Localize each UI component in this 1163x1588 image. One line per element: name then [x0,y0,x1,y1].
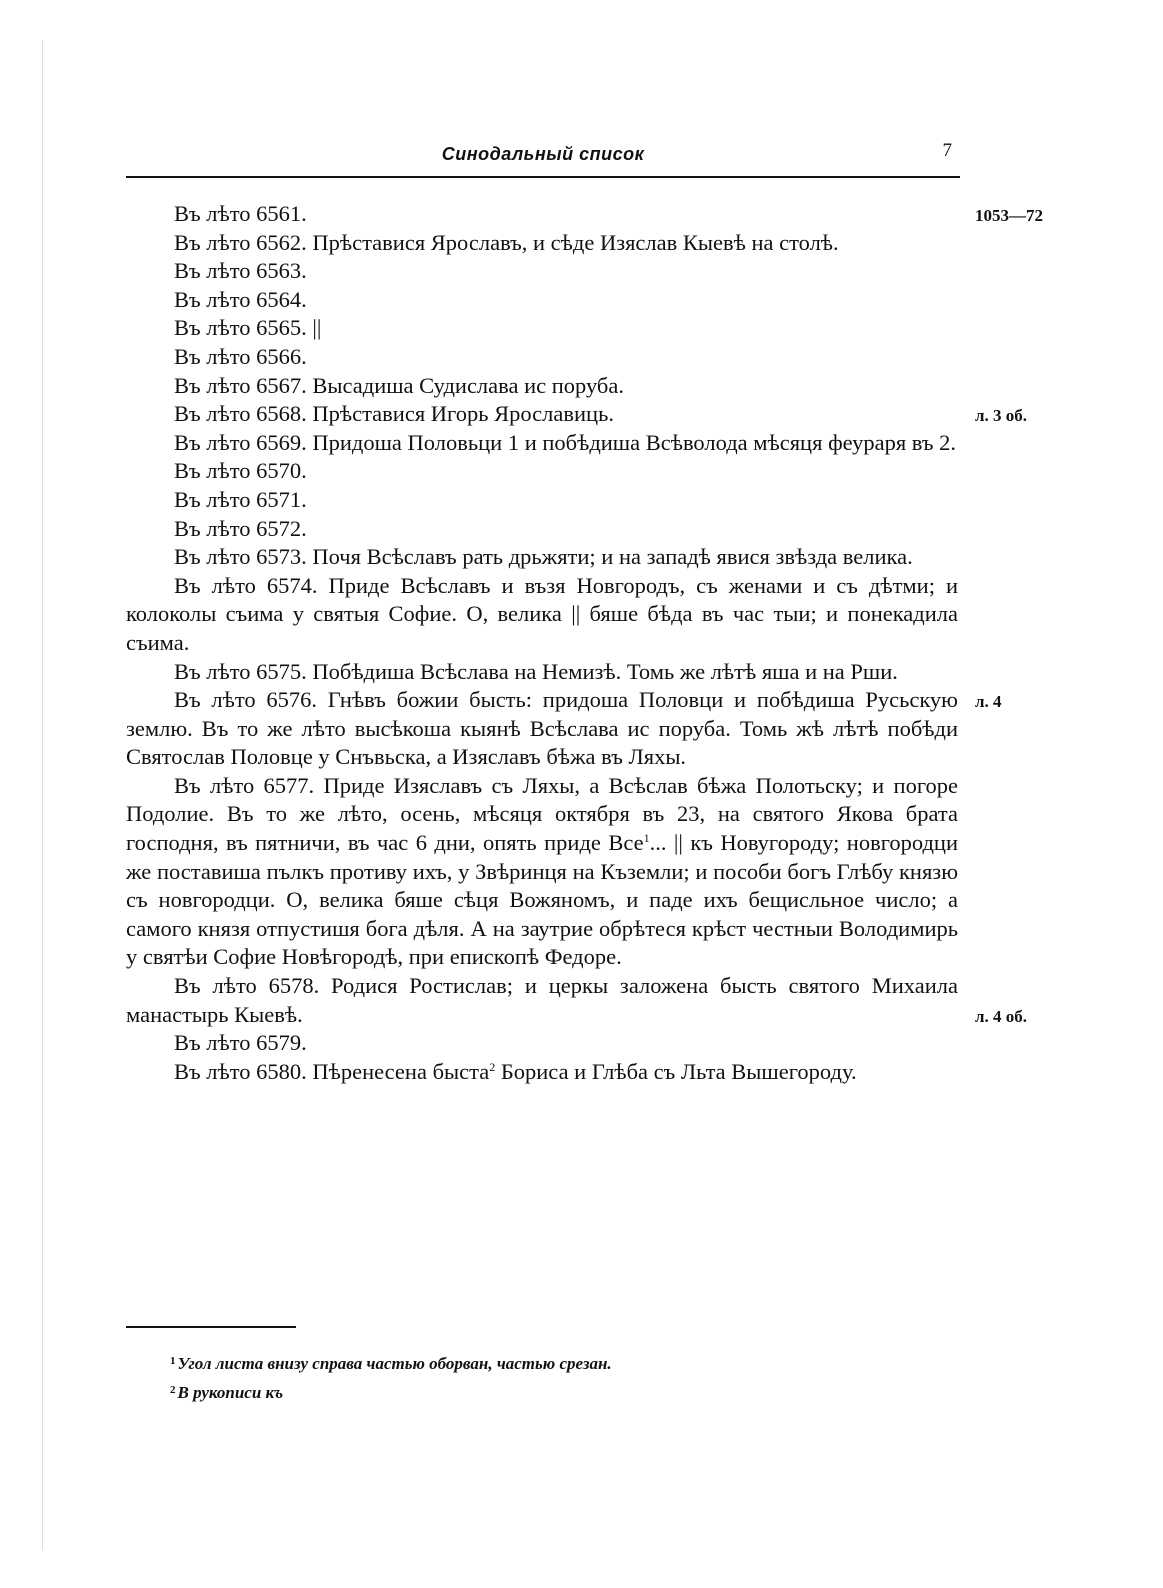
footnote-divider [126,1326,296,1328]
footnotes [170,1348,930,1406]
entry-6565: Въ лѣто 6565. || [174,315,322,341]
entry-6580-text-end: Бориса и Глѣба съ Льта Вышегороду. [495,1058,857,1084]
entry-6577 [126,772,958,972]
entry-6562: Въ лѣто 6562. Прѣставися Ярославъ, и сѣде Изяслав Кыевѣ на столѣ. [174,229,839,255]
entry-6571: Въ лѣто 6571. [174,486,307,512]
entry-6573: Въ лѣто 6573. Почя Всѣславъ рать дрьжяти; и на западѣ явися звѣзда велика. [174,544,913,570]
entry-6574: Въ лѣто 6574. Приде Всѣславъ и възя Новгородъ, съ женами и съ дѣтми; и колоколы съима у святыя Софие. О, велика || бяше бѣда въ час тыи; и понекадила съима. [126,572,958,655]
footnote-1-mark: 1 [170,1355,176,1367]
margin-note-folio-4-ob: л. 4 об. [975,1007,1028,1026]
entry-6580-text-start: Въ лѣто 6580. Пѣренесена быста [174,1058,490,1084]
footnote-1-text: Угол листа внизу справа частью оборван, частью срезан. [177,1354,612,1373]
footnote-1 [170,1348,930,1377]
entry-6567: Въ лѣто 6567. Высадиша Судислава ис поруба. [174,372,624,398]
chronicle-text [126,200,958,1086]
entry-6577-text-start: Въ лѣто 6577. Приде Изяславъ съ Ляхы, а Всѣслав бѣжа Полотьску; и погоре Подолие. Въ то же лѣто, осень, мѣсяця октября въ 23, на святого Якова брата господня, въ пятничи, въ час 6 дни, опять приде Все [126,772,958,856]
footnote-2-text: В рукописи къ [177,1383,284,1402]
entry-6578: Въ лѣто 6578. Родися Ростислав; и церкы заложена бысть святого Михаила манастырь Кыевѣ. [126,973,958,1027]
entry-6563: Въ лѣто 6563. [174,258,307,284]
footnote-ref-1: 1 [643,831,650,846]
footnote-2-mark: 2 [170,1384,176,1396]
page-edge-line [42,40,43,1550]
footnote-2 [170,1377,930,1406]
entry-6577-text-end: ... || къ Новугороду; новгородци же поставиша пълкъ противу ихъ, у Звѣринця на Къземли; и пособи богъ Глѣбу князю съ новгородци. О, велика бяше сѣця Вожяномъ, и паде ихъ бещисльное число; а самого князя отпустишя бога дѣля. А на заутрие обрѣтеся крѣст честныи Володимирь у святѣи Софие Новѣгородѣ, при епископѣ Федоре. [126,830,958,970]
page-number: 7 [942,140,952,161]
margin-note-folio-3-ob: л. 3 об. [975,406,1028,425]
entry-6566: Въ лѣто 6566. [174,343,307,369]
margin-note-years: 1053—72 [975,206,1043,225]
entry-6575: Въ лѣто 6575. Побѣдиша Всѣслава на Немизѣ. Томь же лѣтѣ яша и на Рши. [174,658,898,684]
entry-6568: Въ лѣто 6568. Прѣставися Игорь Ярославиць. [174,401,614,427]
entry-6570: Въ лѣто 6570. [174,458,307,484]
footnote-ref-2: 2 [489,1059,496,1074]
entry-6561: Въ лѣто 6561. [174,201,307,226]
running-header [126,140,960,178]
entry-6580 [126,1058,958,1087]
entry-6564: Въ лѣто 6564. [174,286,307,312]
entry-6572: Въ лѣто 6572. [174,515,307,541]
entry-6569: Въ лѣто 6569. Придоша Половьци 1 и побѣдиша Всѣволода мѣсяця феураря въ 2. [174,429,956,455]
margin-note-folio-4: л. 4 [975,692,1002,711]
entry-6579: Въ лѣто 6579. [174,1030,307,1056]
running-title: Синодальный список [441,144,645,164]
entry-6576: Въ лѣто 6576. Гнѣвъ божии бысть: придоша Половци и побѣдиша Русьскую землю. Въ то же лѣто высѣкоша кыянѣ Всѣслава ис поруба. Томь жѣ лѣтѣ побѣди Святослав Половце у Снъвьска, а Изяславъ бѣжа въ Ляхы. [126,687,958,770]
